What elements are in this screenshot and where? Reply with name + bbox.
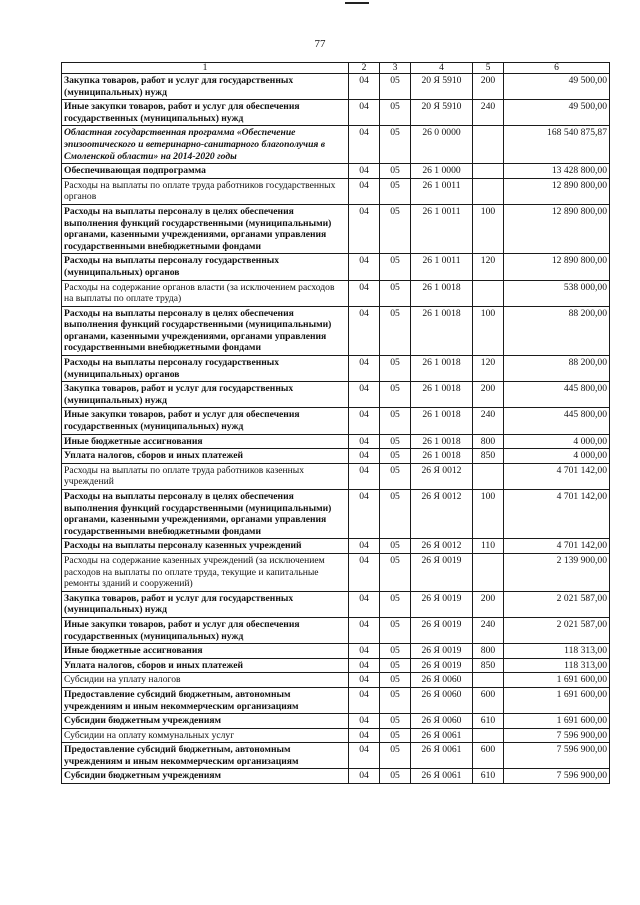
table-row: [62, 178, 610, 204]
amount: 12 890 800,00: [504, 178, 610, 204]
table-row: [62, 164, 610, 179]
item-name: Иные бюджетные ассигнования: [62, 434, 349, 449]
code-subsection: 05: [380, 164, 411, 179]
amount: 88 200,00: [504, 356, 610, 382]
column-header: 2: [349, 63, 380, 74]
table-row: [62, 743, 610, 769]
table-row: [62, 591, 610, 617]
code-expense-type: [473, 164, 504, 179]
item-name: Расходы на выплаты персоналу в целях обеспечения выполнения функций государственными (муниципальными) органами, казенными учреждениями, органами управления государственными внебюджетными фондами: [62, 306, 349, 355]
code-expense-type: 850: [473, 449, 504, 464]
table-row: [62, 539, 610, 554]
code-subsection: 05: [380, 408, 411, 434]
item-name: Иные закупки товаров, работ и услуг для обеспечения государственных (муниципальных) нужд: [62, 408, 349, 434]
code-target: 26 1 0018: [411, 449, 473, 464]
code-target: 26 Я 0060: [411, 714, 473, 729]
item-name: Предоставление субсидий бюджетным, автономным учреждениям и иным некоммерческим организациям: [62, 743, 349, 769]
code-subsection: 05: [380, 306, 411, 355]
code-target: 26 Я 0019: [411, 658, 473, 673]
code-section: 04: [349, 463, 380, 489]
table-row: [62, 658, 610, 673]
code-subsection: 05: [380, 553, 411, 591]
code-subsection: 05: [380, 254, 411, 280]
code-section: 04: [349, 100, 380, 126]
code-subsection: 05: [380, 449, 411, 464]
code-expense-type: 200: [473, 382, 504, 408]
code-section: 04: [349, 658, 380, 673]
code-subsection: 05: [380, 100, 411, 126]
amount: 7 596 900,00: [504, 728, 610, 743]
amount: 445 800,00: [504, 408, 610, 434]
code-section: 04: [349, 591, 380, 617]
amount: 13 428 800,00: [504, 164, 610, 179]
code-section: 04: [349, 687, 380, 713]
table-row: [62, 714, 610, 729]
code-target: 26 1 0018: [411, 280, 473, 306]
code-subsection: 05: [380, 434, 411, 449]
code-section: 04: [349, 356, 380, 382]
code-expense-type: [473, 673, 504, 688]
code-section: 04: [349, 164, 380, 179]
amount: 12 890 800,00: [504, 254, 610, 280]
table-row: [62, 280, 610, 306]
item-name: Уплата налогов, сборов и иных платежей: [62, 449, 349, 464]
item-name: Обеспечивающая подпрограмма: [62, 164, 349, 179]
column-header: 6: [504, 63, 610, 74]
code-expense-type: [473, 728, 504, 743]
code-section: 04: [349, 306, 380, 355]
code-section: 04: [349, 280, 380, 306]
code-target: 26 Я 0019: [411, 591, 473, 617]
amount: 118 313,00: [504, 658, 610, 673]
code-expense-type: 110: [473, 539, 504, 554]
item-name: Расходы на выплаты персоналу государственных (муниципальных) органов: [62, 356, 349, 382]
code-expense-type: 240: [473, 100, 504, 126]
code-target: 20 Я 5910: [411, 74, 473, 100]
code-section: 04: [349, 553, 380, 591]
table-row: [62, 434, 610, 449]
code-target: 26 Я 0060: [411, 687, 473, 713]
code-subsection: 05: [380, 204, 411, 253]
code-expense-type: 240: [473, 617, 504, 643]
item-name: Областная государственная программа «Обеспечение эпизоотического и ветеринарно-санитарного благополучия в Смоленской области» на 2014-2020 годы: [62, 126, 349, 164]
column-header: 5: [473, 63, 504, 74]
code-expense-type: [473, 463, 504, 489]
table-row: [62, 728, 610, 743]
item-name: Расходы на выплаты по оплате труда работников казенных учреждений: [62, 463, 349, 489]
code-section: 04: [349, 673, 380, 688]
table-row: [62, 463, 610, 489]
table-row: [62, 306, 610, 355]
code-expense-type: [473, 126, 504, 164]
amount: 168 540 875,87: [504, 126, 610, 164]
amount: 2 021 587,00: [504, 617, 610, 643]
table-body: [62, 74, 610, 784]
item-name: Закупка товаров, работ и услуг для государственных (муниципальных) нужд: [62, 382, 349, 408]
code-section: 04: [349, 408, 380, 434]
amount: 4 701 142,00: [504, 463, 610, 489]
amount: 538 000,00: [504, 280, 610, 306]
amount: 4 701 142,00: [504, 539, 610, 554]
budget-table: [61, 62, 610, 784]
item-name: Расходы на содержание казенных учреждений (за исключением расходов на выплаты по оплате труда, текущие и капитальные ремонты зданий и сооружений): [62, 553, 349, 591]
amount: 88 200,00: [504, 306, 610, 355]
code-target: 26 0 0000: [411, 126, 473, 164]
code-section: 04: [349, 769, 380, 784]
amount: 4 000,00: [504, 449, 610, 464]
table-row: [62, 490, 610, 539]
item-name: Иные закупки товаров, работ и услуг для обеспечения государственных (муниципальных) нужд: [62, 617, 349, 643]
code-target: 26 Я 0019: [411, 617, 473, 643]
code-expense-type: 100: [473, 490, 504, 539]
code-subsection: 05: [380, 126, 411, 164]
code-target: 26 1 0018: [411, 306, 473, 355]
table-row: [62, 449, 610, 464]
item-name: Расходы на выплаты персоналу в целях обеспечения выполнения функций государственными (муниципальными) органами, казенными учреждениями, органами управления государственными внебюджетными фондами: [62, 490, 349, 539]
amount: 49 500,00: [504, 100, 610, 126]
code-section: 04: [349, 743, 380, 769]
code-expense-type: 610: [473, 714, 504, 729]
code-section: 04: [349, 434, 380, 449]
code-section: 04: [349, 644, 380, 659]
code-target: 26 1 0011: [411, 254, 473, 280]
amount: 12 890 800,00: [504, 204, 610, 253]
table-row: [62, 687, 610, 713]
item-name: Закупка товаров, работ и услуг для государственных (муниципальных) нужд: [62, 74, 349, 100]
code-section: 04: [349, 490, 380, 539]
code-section: 04: [349, 178, 380, 204]
amount: 445 800,00: [504, 382, 610, 408]
item-name: Предоставление субсидий бюджетным, автономным учреждениям и иным некоммерческим организациям: [62, 687, 349, 713]
code-section: 04: [349, 617, 380, 643]
code-subsection: 05: [380, 463, 411, 489]
amount: 7 596 900,00: [504, 743, 610, 769]
code-target: 26 1 0000: [411, 164, 473, 179]
scan-artifact: [345, 2, 369, 4]
code-section: 04: [349, 254, 380, 280]
code-target: 26 Я 0012: [411, 490, 473, 539]
table-row: [62, 673, 610, 688]
code-target: 26 1 0018: [411, 382, 473, 408]
amount: 4 701 142,00: [504, 490, 610, 539]
code-subsection: 05: [380, 382, 411, 408]
table-row: [62, 769, 610, 784]
code-expense-type: 100: [473, 204, 504, 253]
code-target: 26 Я 0061: [411, 769, 473, 784]
code-target: 20 Я 5910: [411, 100, 473, 126]
code-target: 26 1 0018: [411, 408, 473, 434]
table-row: [62, 204, 610, 253]
table-row: [62, 408, 610, 434]
code-subsection: 05: [380, 728, 411, 743]
amount: 49 500,00: [504, 74, 610, 100]
item-name: Расходы на выплаты персоналу государственных (муниципальных) органов: [62, 254, 349, 280]
code-expense-type: 800: [473, 644, 504, 659]
column-header: 1: [62, 63, 349, 74]
code-expense-type: [473, 280, 504, 306]
item-name: Субсидии бюджетным учреждениям: [62, 714, 349, 729]
header-row: [62, 63, 610, 74]
column-header: 3: [380, 63, 411, 74]
code-expense-type: 600: [473, 687, 504, 713]
item-name: Иные бюджетные ассигнования: [62, 644, 349, 659]
item-name: Расходы на выплаты персоналу казенных учреждений: [62, 539, 349, 554]
code-section: 04: [349, 74, 380, 100]
code-subsection: 05: [380, 687, 411, 713]
code-section: 04: [349, 728, 380, 743]
code-target: 26 Я 0060: [411, 673, 473, 688]
item-name: Уплата налогов, сборов и иных платежей: [62, 658, 349, 673]
code-section: 04: [349, 449, 380, 464]
table-row: [62, 553, 610, 591]
table-row: [62, 126, 610, 164]
amount: 1 691 600,00: [504, 714, 610, 729]
code-section: 04: [349, 539, 380, 554]
code-section: 04: [349, 204, 380, 253]
code-expense-type: 100: [473, 306, 504, 355]
item-name: Расходы на выплаты по оплате труда работников государственных органов: [62, 178, 349, 204]
code-target: 26 Я 0019: [411, 644, 473, 659]
item-name: Субсидии на оплату коммунальных услуг: [62, 728, 349, 743]
item-name: Закупка товаров, работ и услуг для государственных (муниципальных) нужд: [62, 591, 349, 617]
code-subsection: 05: [380, 178, 411, 204]
amount: 1 691 600,00: [504, 673, 610, 688]
code-target: 26 Я 0061: [411, 728, 473, 743]
table-row: [62, 356, 610, 382]
code-expense-type: 800: [473, 434, 504, 449]
code-subsection: 05: [380, 769, 411, 784]
table-row: [62, 100, 610, 126]
code-subsection: 05: [380, 280, 411, 306]
code-section: 04: [349, 714, 380, 729]
code-expense-type: 600: [473, 743, 504, 769]
item-name: Субсидии бюджетным учреждениям: [62, 769, 349, 784]
code-section: 04: [349, 382, 380, 408]
code-subsection: 05: [380, 539, 411, 554]
item-name: Иные закупки товаров, работ и услуг для обеспечения государственных (муниципальных) нужд: [62, 100, 349, 126]
code-target: 26 Я 0012: [411, 539, 473, 554]
code-expense-type: 120: [473, 254, 504, 280]
table-row: [62, 382, 610, 408]
amount: 2 139 900,00: [504, 553, 610, 591]
amount: 7 596 900,00: [504, 769, 610, 784]
code-target: 26 1 0011: [411, 204, 473, 253]
code-target: 26 Я 0061: [411, 743, 473, 769]
table-row: [62, 617, 610, 643]
code-target: 26 1 0018: [411, 356, 473, 382]
code-target: 26 Я 0012: [411, 463, 473, 489]
code-expense-type: 200: [473, 74, 504, 100]
amount: 4 000,00: [504, 434, 610, 449]
item-name: Расходы на выплаты персоналу в целях обеспечения выполнения функций государственными (муниципальными) органами, казенными учреждениями, органами управления государственными внебюджетными фондами: [62, 204, 349, 253]
code-section: 04: [349, 126, 380, 164]
code-expense-type: 850: [473, 658, 504, 673]
amount: 118 313,00: [504, 644, 610, 659]
code-target: 26 1 0018: [411, 434, 473, 449]
code-subsection: 05: [380, 617, 411, 643]
code-expense-type: 240: [473, 408, 504, 434]
code-expense-type: [473, 553, 504, 591]
column-header: 4: [411, 63, 473, 74]
table-row: [62, 644, 610, 659]
amount: 1 691 600,00: [504, 687, 610, 713]
code-subsection: 05: [380, 743, 411, 769]
table-row: [62, 74, 610, 100]
code-subsection: 05: [380, 591, 411, 617]
code-expense-type: 120: [473, 356, 504, 382]
code-target: 26 1 0011: [411, 178, 473, 204]
code-expense-type: 200: [473, 591, 504, 617]
code-expense-type: 610: [473, 769, 504, 784]
code-subsection: 05: [380, 673, 411, 688]
code-target: 26 Я 0019: [411, 553, 473, 591]
code-expense-type: [473, 178, 504, 204]
code-subsection: 05: [380, 714, 411, 729]
code-subsection: 05: [380, 490, 411, 539]
code-subsection: 05: [380, 658, 411, 673]
code-subsection: 05: [380, 356, 411, 382]
item-name: Субсидии на уплату налогов: [62, 673, 349, 688]
code-subsection: 05: [380, 74, 411, 100]
page-number: 77: [314, 38, 326, 50]
table-row: [62, 254, 610, 280]
amount: 2 021 587,00: [504, 591, 610, 617]
item-name: Расходы на содержание органов власти (за исключением расходов на выплаты по оплате труда): [62, 280, 349, 306]
code-subsection: 05: [380, 644, 411, 659]
